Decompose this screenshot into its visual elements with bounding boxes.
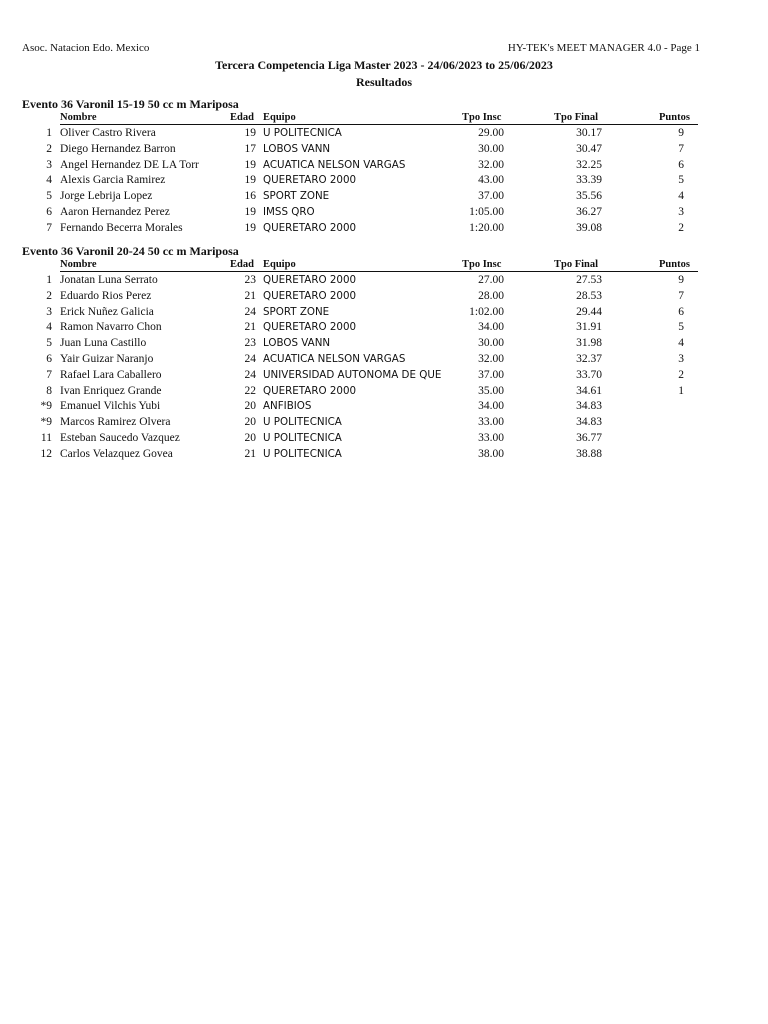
team-cell: ACUATICA NELSON VARGAS (263, 158, 406, 171)
event-title: Evento 36 Varonil 15-19 50 cc m Mariposa (22, 97, 239, 111)
final-time-cell: 36.77 (576, 431, 602, 444)
team-cell: UNIVERSIDAD AUTONOMA DE QUE (263, 368, 442, 381)
seed-time-cell: 1:05.00 (469, 205, 504, 218)
points-cell: 4 (678, 337, 684, 350)
table-row (22, 398, 702, 414)
swimmer-name-cell: Emanuel Vilchis Yubi (60, 400, 161, 413)
age-cell: 20 (244, 400, 256, 413)
table-row (22, 157, 702, 173)
final-time-cell: 31.98 (576, 337, 602, 350)
age-cell: 24 (244, 305, 256, 318)
column-header-final-time: Tpo Final (554, 259, 599, 270)
column-header-age: Edad (230, 112, 254, 123)
points-cell: 2 (678, 368, 684, 381)
team-cell: U POLITECNICA (263, 431, 342, 444)
age-cell: 21 (244, 289, 256, 302)
column-header-seed-time: Tpo Insc (462, 259, 502, 270)
final-time-cell: 27.53 (576, 274, 602, 286)
seed-time-cell: 28.00 (478, 289, 504, 302)
seed-time-cell: 30.00 (478, 142, 504, 155)
swimmer-name-cell: Oliver Castro Rivera (60, 127, 156, 139)
column-header-name: Nombre (60, 112, 97, 123)
age-cell: 21 (244, 321, 256, 334)
table-row (22, 188, 702, 204)
column-header-age: Edad (230, 259, 254, 270)
team-cell: IMSS QRO (263, 205, 315, 218)
column-header-points: Puntos (659, 259, 690, 270)
place-cell: 3 (46, 158, 52, 171)
age-cell: 23 (244, 337, 256, 350)
table-row (22, 220, 702, 236)
table-row (22, 204, 702, 220)
seed-time-cell: 33.00 (478, 431, 504, 444)
event-section (22, 244, 702, 462)
age-cell: 19 (244, 174, 256, 187)
final-time-cell: 30.17 (576, 127, 602, 139)
column-header-team: Equipo (263, 259, 296, 270)
place-cell: 1 (46, 127, 52, 139)
table-row (22, 335, 702, 351)
software-page-label: HY-TEK's MEET MANAGER 4.0 - Page 1 (507, 42, 700, 54)
swimmer-name-cell: Diego Hernandez Barron (60, 142, 176, 155)
column-header-seed-time: Tpo Insc (462, 112, 502, 123)
seed-time-cell: 32.00 (478, 158, 504, 171)
table-row (22, 125, 702, 141)
swimmer-name-cell: Marcos Ramirez Olvera (60, 416, 171, 429)
table-row (22, 414, 702, 430)
swimmer-name-cell: Rafael Lara Caballero (60, 368, 162, 381)
points-cell: 9 (678, 127, 684, 139)
column-header-points: Puntos (659, 112, 690, 123)
team-cell: LOBOS VANN (263, 142, 331, 155)
place-cell: 8 (46, 384, 52, 397)
table-row (22, 172, 702, 188)
team-cell: QUERETARO 2000 (263, 174, 357, 187)
swimmer-name-cell: Eduardo Rios Perez (60, 289, 152, 302)
final-time-cell: 33.39 (576, 174, 602, 187)
swimmer-name-cell: Aaron Hernandez Perez (60, 205, 170, 218)
final-time-cell: 35.56 (576, 190, 602, 203)
final-time-cell: 31.91 (576, 321, 602, 334)
points-cell: 5 (678, 174, 684, 187)
table-row (22, 141, 702, 157)
age-cell: 20 (244, 431, 256, 444)
age-cell: 16 (244, 190, 256, 203)
place-cell: 4 (46, 174, 52, 187)
swimmer-name-cell: Ramon Navarro Chon (60, 321, 162, 334)
table-row (22, 383, 702, 399)
table-row (22, 319, 702, 335)
age-cell: 24 (244, 352, 256, 365)
swimmer-name-cell: Esteban Saucedo Vazquez (60, 431, 180, 444)
team-cell: SPORT ZONE (263, 305, 330, 318)
table-row (22, 367, 702, 383)
team-cell: SPORT ZONE (263, 190, 330, 203)
seed-time-cell: 43.00 (478, 174, 504, 187)
points-cell: 2 (678, 221, 684, 234)
place-cell: 6 (46, 205, 52, 218)
swimmer-name-cell: Juan Luna Castillo (60, 337, 147, 350)
age-cell: 21 (244, 447, 256, 460)
place-cell: 7 (46, 221, 52, 234)
team-cell: U POLITECNICA (263, 127, 342, 139)
points-cell: 3 (678, 205, 684, 218)
points-cell: 5 (678, 321, 684, 334)
seed-time-cell: 29.00 (478, 127, 504, 139)
swimmer-name-cell: Carlos Velazquez Govea (60, 447, 173, 460)
column-header-row (60, 259, 698, 272)
column-header-final-time: Tpo Final (554, 112, 599, 123)
results-subtitle: Resultados (355, 75, 412, 89)
age-cell: 19 (244, 127, 256, 139)
age-cell: 23 (244, 274, 256, 286)
age-cell: 17 (244, 142, 256, 155)
swimmer-name-cell: Fernando Becerra Morales (60, 221, 183, 234)
place-cell: 2 (46, 142, 52, 155)
points-cell: 6 (678, 158, 684, 171)
meet-title: Tercera Competencia Liga Master 2023 - 24/06/2023 to 25/06/2023 (215, 58, 553, 72)
column-header-row (60, 112, 698, 125)
column-header-name: Nombre (60, 259, 97, 270)
place-cell: 7 (46, 368, 52, 381)
table-row (22, 351, 702, 367)
swimmer-name-cell: Angel Hernandez DE LA Torr (60, 158, 199, 171)
table-row (22, 430, 702, 446)
seed-time-cell: 27.00 (478, 274, 504, 286)
points-cell: 6 (678, 305, 684, 318)
team-cell: ANFIBIOS (263, 400, 312, 413)
age-cell: 22 (244, 384, 256, 397)
team-cell: QUERETARO 2000 (263, 274, 357, 286)
age-cell: 20 (244, 416, 256, 429)
final-time-cell: 29.44 (576, 305, 602, 318)
column-header-team: Equipo (263, 112, 296, 123)
points-cell: 4 (678, 190, 684, 203)
swimmer-name-cell: Yair Guizar Naranjo (60, 352, 154, 365)
seed-time-cell: 30.00 (478, 337, 504, 350)
table-row (22, 446, 702, 462)
age-cell: 19 (244, 205, 256, 218)
seed-time-cell: 34.00 (478, 400, 504, 413)
place-cell: 4 (46, 321, 52, 334)
final-time-cell: 34.83 (576, 416, 602, 429)
swimmer-name-cell: Ivan Enriquez Grande (60, 384, 162, 397)
team-cell: QUERETARO 2000 (263, 289, 357, 302)
seed-time-cell: 37.00 (478, 368, 504, 381)
organization-name: Asoc. Natacion Edo. Mexico (22, 42, 150, 54)
final-time-cell: 36.27 (576, 205, 602, 218)
final-time-cell: 33.70 (576, 368, 602, 381)
points-cell: 7 (678, 142, 684, 155)
team-cell: LOBOS VANN (263, 337, 331, 350)
team-cell: QUERETARO 2000 (263, 321, 357, 334)
final-time-cell: 39.08 (576, 221, 602, 234)
points-cell: 3 (678, 352, 684, 365)
swimmer-name-cell: Jorge Lebrija Lopez (60, 190, 153, 203)
place-cell: 1 (46, 274, 52, 286)
team-cell: QUERETARO 2000 (263, 221, 357, 234)
final-time-cell: 34.83 (576, 400, 602, 413)
final-time-cell: 34.61 (576, 384, 602, 397)
points-cell: 1 (678, 384, 684, 397)
event-title: Evento 36 Varonil 20-24 50 cc m Mariposa (22, 244, 239, 258)
place-cell: 2 (46, 289, 52, 302)
place-cell: *9 (40, 400, 52, 413)
table-row (22, 304, 702, 320)
final-time-cell: 28.53 (576, 289, 602, 302)
seed-time-cell: 35.00 (478, 384, 504, 397)
table-row (22, 272, 702, 288)
points-cell: 7 (678, 289, 684, 302)
final-time-cell: 30.47 (576, 142, 602, 155)
final-time-cell: 32.37 (576, 352, 602, 365)
seed-time-cell: 1:02.00 (469, 305, 504, 318)
place-cell: *9 (40, 416, 52, 429)
age-cell: 24 (244, 368, 256, 381)
place-cell: 11 (40, 431, 52, 444)
team-cell: QUERETARO 2000 (263, 384, 357, 397)
place-cell: 5 (46, 337, 52, 350)
team-cell: ACUATICA NELSON VARGAS (263, 352, 406, 365)
age-cell: 19 (244, 221, 256, 234)
team-cell: U POLITECNICA (263, 447, 342, 460)
seed-time-cell: 1:20.00 (469, 221, 504, 234)
final-time-cell: 32.25 (576, 158, 602, 171)
points-cell: 9 (678, 274, 684, 286)
seed-time-cell: 38.00 (478, 447, 504, 460)
place-cell: 6 (46, 352, 52, 365)
swimmer-name-cell: Alexis Garcia Ramirez (60, 174, 166, 187)
table-row (22, 288, 702, 304)
age-cell: 19 (244, 158, 256, 171)
final-time-cell: 38.88 (576, 447, 602, 460)
seed-time-cell: 33.00 (478, 416, 504, 429)
seed-time-cell: 34.00 (478, 321, 504, 334)
team-cell: U POLITECNICA (263, 416, 342, 429)
event-section (22, 97, 702, 236)
swimmer-name-cell: Erick Nuñez Galicia (60, 305, 154, 318)
place-cell: 5 (46, 190, 52, 203)
swimmer-name-cell: Jonatan Luna Serrato (60, 274, 158, 286)
place-cell: 3 (46, 305, 52, 318)
seed-time-cell: 32.00 (478, 352, 504, 365)
seed-time-cell: 37.00 (478, 190, 504, 203)
place-cell: 12 (40, 447, 52, 460)
